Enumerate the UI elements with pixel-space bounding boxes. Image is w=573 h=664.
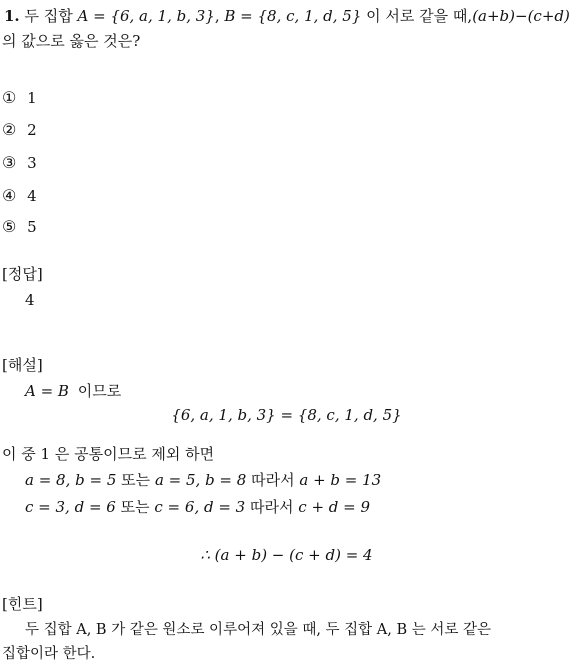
choice-value: 3 [27,154,37,172]
therefore-word: 따라서 [251,471,295,489]
equality-a-b: A = B [25,382,69,400]
explanation-centered-equation [0,405,573,425]
explanation-conclusion [0,545,573,565]
question-expression: (a+b)−(c+d) [472,7,570,25]
explanation-line-1 [25,381,121,401]
ab-case-2: a = 5, b = 8 [154,471,247,489]
question-line-1 [4,6,570,26]
line3-pre: 이 중 [2,445,36,463]
explanation-label: [해설] [2,356,43,374]
choice-4[interactable] [2,186,37,206]
explanation-line-4 [25,470,381,490]
choice-5[interactable] [2,217,37,237]
choice-value: 1 [27,89,37,107]
line3-post: 은 공통이므로 제외 하면 [54,445,215,463]
choice-marker: ⑤ [2,217,17,236]
set-b: B = {8, c, 1, d, 5} [224,7,362,25]
comma: , [214,7,220,25]
choice-value: 4 [27,187,37,205]
explanation-line-3 [2,444,214,464]
choice-1[interactable] [2,88,37,108]
explanation-line-5 [25,497,370,517]
line3-num: 1 [40,445,51,463]
choice-value: 5 [27,218,37,236]
hint-line-1: 두 집합 A, B 가 같은 원소로 이루어져 있을 때, 두 집합 A, B 는 서로 같은 [25,622,491,638]
cd-case-2: c = 6, d = 3 [154,498,246,516]
conclusion-equation: ∴ (a + b) − (c + d) = 4 [200,546,373,564]
question-line-2: 의 값으로 옳은 것은? [2,32,141,50]
choice-3[interactable] [2,153,37,173]
or-word: 또는 [121,471,151,489]
ab-sum: a + b = 13 [299,471,382,489]
choice-marker: ③ [2,153,17,172]
or-word: 또는 [120,498,150,516]
choice-2[interactable] [2,120,37,140]
choice-marker: ④ [2,186,17,205]
choice-marker: ① [2,88,17,107]
answer-label: [정답] [2,265,43,283]
hint-line-2: 집합이라 한다. [2,646,96,662]
cd-case-1: c = 3, d = 6 [25,498,116,516]
choice-value: 2 [27,121,37,139]
question-text-start: 두 집합 [24,7,73,25]
choice-marker: ② [2,120,17,139]
question-text-tail: 이 서로 같을 때, [366,7,473,25]
explanation-because: 이므로 [77,382,122,400]
ab-case-1: a = 8, b = 5 [25,471,117,489]
set-a: A = {6, a, 1, b, 3} [77,7,215,25]
hint-label: [힌트] [2,595,43,613]
set-equation: {6, a, 1, b, 3} = {8, c, 1, d, 5} [171,406,402,424]
cd-sum: c + d = 9 [298,498,371,516]
question-number: 1. [4,7,20,25]
therefore-word: 따라서 [250,498,294,516]
answer-value: 4 [25,291,35,309]
